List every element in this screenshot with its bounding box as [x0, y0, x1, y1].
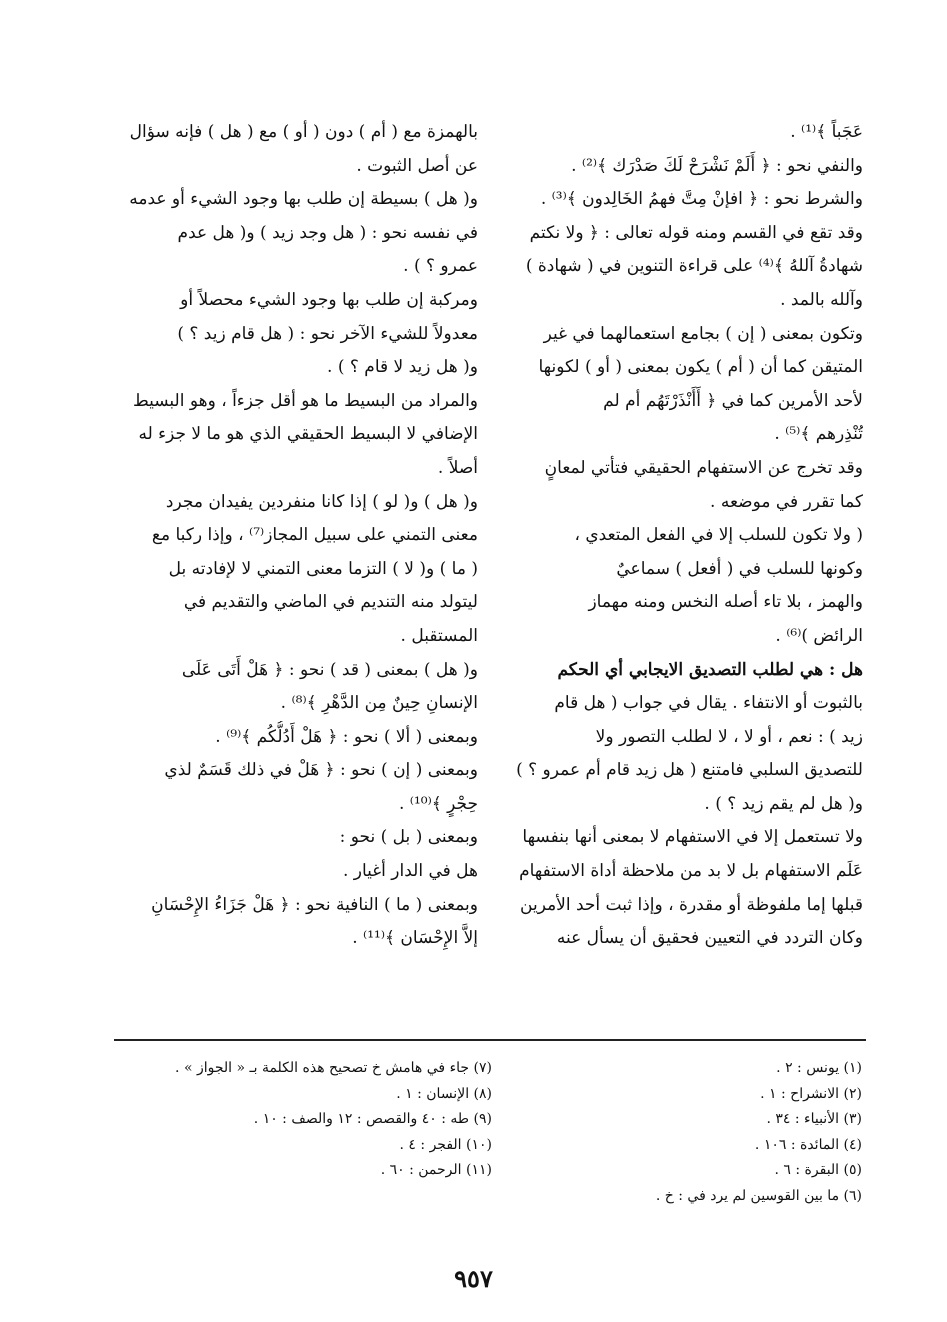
- text-line: شهادةُ آللهُ ﴾⁽⁴⁾ على قراءة التنوين في ( شهادة ): [525, 256, 863, 277]
- text-line: عَجَباً ﴾⁽¹⁾ .: [790, 122, 863, 142]
- text-line: والشرط نحو : ﴿ افإنْ مِتَّ فهمُ الخَالِدون ﴾⁽³⁾ .: [540, 189, 863, 210]
- footnote: (٢) الانشراح : ١ .: [760, 1085, 862, 1102]
- text-line: بالثبوت أو الانتفاء . يقال في جواب ( هل قام: [554, 693, 863, 714]
- text-line: ( ولا تكون للسلب إلا في الفعل المتعدي ،: [574, 525, 863, 546]
- heading-line: هل : هي لطلب التصديق الايجابي أي الحكم: [557, 659, 863, 680]
- text-line: تُنْذِرهم ﴾⁽⁵⁾ .: [774, 424, 863, 445]
- text-line: حِجْرٍ ﴾⁽¹⁰⁾ .: [398, 793, 478, 814]
- text-line: والنفي نحو : ﴿ أَلَمْ نَشْرَحْ لَكَ صَدْرَك ﴾⁽²⁾ .: [571, 155, 863, 176]
- text-line: المتيقن كما أن ( أم ) يكون بمعنى ( أو ) لكونها: [538, 357, 863, 378]
- text-line: الرائض )⁽⁶⁾ .: [775, 625, 863, 646]
- text-line: بالهمزة مع ( أم ) دون ( أو ) مع ( هل ) فإنه سؤال: [129, 122, 478, 142]
- right-column: [491, 116, 863, 956]
- footnote: (٩) طه : ٤٠ والقصص : ١٢ والصف : ١٠ .: [253, 1111, 492, 1127]
- text-line: قبلها إما ملفوظة أو مقدرة ، وإذا ثبت أحد الأمرين: [520, 894, 863, 915]
- text-line: وبمعنى ( بل ) نحو :: [339, 827, 478, 848]
- text-line: عمرو ؟ ) .: [403, 256, 478, 277]
- text-line: و( هل ) بمعنى ( قد ) نحو : ﴿ هَلْ أَتَى عَلَى: [181, 659, 478, 680]
- text-line: ليتولد منه التنديم في الماضي والتقديم في: [183, 592, 478, 613]
- text-line: وقد تقع في القسم ومنه قوله تعالى : ﴿ ولا نكتم: [529, 222, 863, 243]
- left-column: [106, 116, 478, 956]
- footnote: (٤) المائدة : ١٠٦ .: [754, 1136, 862, 1153]
- text-line: والمراد من البسيط ما هو أقل جزءاً ، وهو البسيط: [132, 390, 478, 411]
- text-line: المستقبل .: [400, 625, 478, 646]
- text-line: وكونها للسلب في ( أفعل ) سماعيٌ: [616, 558, 863, 579]
- text-line: و( هل ) بسيطة إن طلب بها وجود الشيء أو عدمه: [129, 189, 478, 210]
- text-line: في نفسه نحو : ( هل وجد زيد ) و( هل عدم: [177, 222, 478, 243]
- footnote: (٧) جاء في هامش خ تصحيح هذه الكلمة بـ « الجواز » .: [175, 1060, 492, 1076]
- footnote: (٣) الأنبياء : ٣٤ .: [766, 1111, 862, 1127]
- text-line: وقد تخرج عن الاستفهام الحقيقي فتأتي لمعانٍ: [544, 457, 863, 478]
- text-line: كما تقرر في موضعه .: [710, 491, 863, 512]
- text-line: هل في الدار أغيار .: [342, 861, 478, 882]
- footnotes-right: [500, 1056, 862, 1209]
- text-line: الإنسانِ حِينٌ مِن الدَّهْرِ ﴾⁽⁸⁾ .: [280, 693, 478, 714]
- text-line: ولا تستعمل إلا في الاستفهام لا بمعنى أنها بنفسها: [522, 827, 863, 848]
- text-line: و( هل لم يقم زيد ؟ ) .: [704, 793, 863, 814]
- footnotes-left: [130, 1056, 492, 1184]
- text-line: ومركبة إن طلب بها وجود الشيء محصلاً أو: [180, 289, 478, 310]
- footnote: (٥) البقرة : ٦ .: [774, 1162, 862, 1178]
- text-line: و( هل ) و( لو ) إذا كانا منفردين يفيدان مجرد: [165, 491, 478, 512]
- text-line: للتصديق السلبي فامتنع ( هل زيد قام أم عمرو ؟ ): [516, 760, 863, 781]
- text-line: وبمعنى ( ما ) النافية نحو : ﴿ هَلْ جَزَاءُ الإِحْسَانِ: [151, 894, 478, 915]
- text-line: أصلاً .: [437, 457, 478, 478]
- footnote: (١) يونس : ٢ .: [776, 1060, 862, 1076]
- text-line: وبمعنى ( إن ) نحو : ﴿ هَلْ في ذلك قَسَمٌ لذي: [164, 760, 478, 781]
- page-number: ٩٥٧: [454, 1264, 493, 1293]
- text-line: معنى التمني على سبيل المجاز⁽⁷⁾ ، وإذا ركبا مع: [151, 525, 478, 546]
- text-line: لأحد الأمرين كما في ﴿ أَأَنْذَرْتَهُم أم لم: [603, 390, 863, 411]
- text-line: وكان التردد في التعيين فحقيق أن يسأل عنه: [556, 928, 863, 949]
- footnote-divider: [114, 1039, 866, 1041]
- text-line: الإضافي لا البسيط الحقيقي الذي هو ما لا جزء له: [138, 424, 478, 445]
- text-line: والهمز ، بلا تاء أصله النخس ومنه مهماز: [588, 592, 863, 613]
- text-line: وتكون بمعنى ( إن ) بجامع استعمالهما في غير: [543, 323, 863, 344]
- text-line: وبمعنى ( ألا ) نحو : ﴿ هَلْ أَدُلُّكُم ﴾⁽⁹⁾ .: [215, 726, 478, 747]
- text-line: معدولاً للشيء الآخر نحو : ( هل قام زيد ؟ ): [177, 323, 478, 344]
- text-line: و( هل زيد لا قام ؟ ) .: [327, 357, 478, 378]
- footnote: (٨) الإنسان : ١ .: [396, 1085, 492, 1102]
- text-line: زيد ) : نعم ، أو لا ، لا لطلب التصور ولا: [595, 726, 863, 747]
- footnote: (١٠) الفجر : ٤ .: [399, 1136, 492, 1153]
- footnote: (٦) ما بين القوسين لم يرد في : خ .: [655, 1187, 862, 1204]
- text-line: ( ما ) و( لا ) التزما معنى التمني لا لإفادته بل: [168, 558, 478, 579]
- text-line: وآلله بالمد .: [780, 289, 863, 310]
- text-line: عن أصل الثبوت .: [356, 155, 478, 176]
- footnote: (١١) الرحمن : ٦٠ .: [380, 1162, 492, 1178]
- text-line: عَلَم الاستفهام بل لا بد من ملاحظة أداة الاستفهام: [519, 861, 863, 882]
- text-line: إلاَّ الإِحْسَان ﴾⁽¹¹⁾ .: [352, 928, 478, 949]
